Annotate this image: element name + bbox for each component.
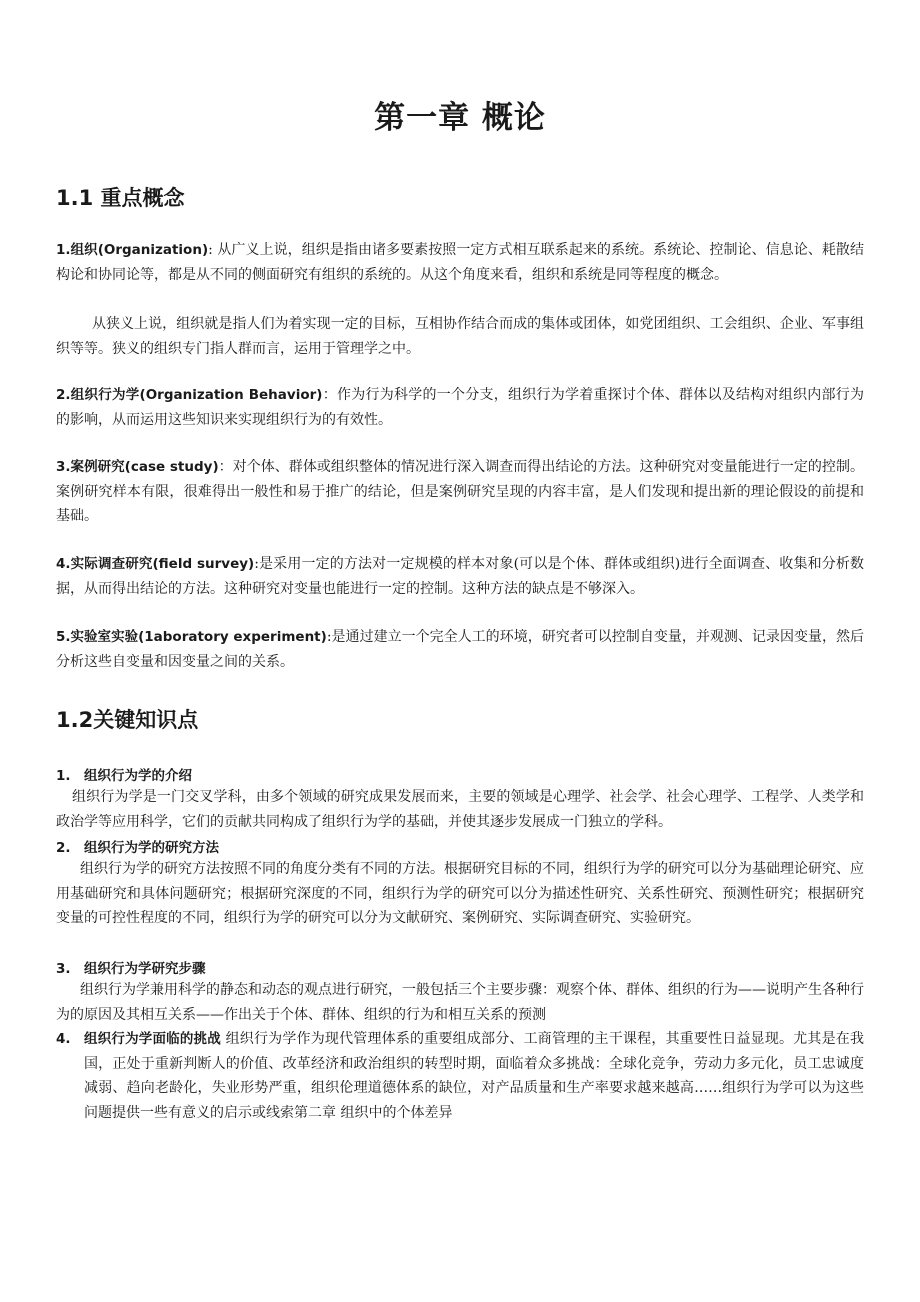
section-heading-key-points: 1.2关键知识点 (56, 708, 199, 732)
concept-field-survey: 4.实际调查研究(field survey):是采用一定的方法对一定规模的样本对象(可以是个体、群体或组织)进行全面调查、收集和分析数据，从而得出结论的方法。这种研究对变量也能进行一定的控制。这种方法的缺点是不够深入。 (56, 556, 865, 597)
concept-text: 对个体、群体或组织整体的情况进行深入调查而得出结论的方法。这种研究对变量能进行一定的控制。案例研究样本有限，很难得出一般性和易于推广的结论，但是案例研究呈现的内容丰富，是人们发现和提出新的理论假设的前提和基础。 (56, 459, 864, 524)
concept-term: 4.实际调查研究(field survey) (56, 556, 255, 572)
knowledge-item-text: 组织行为学兼用科学的静态和动态的观点进行研究，一般包括三个主要步骤：观察个体、群体、组织的行为——说明产生各种行为的原因及其相互关系——作出关于个体、群体、组织的行为和相互关系的预测 (56, 982, 864, 1023)
concept-text: 从广义上说，组织是指由诸多要素按照一定方式相互联系起来的系统。系统论、控制论、信息论、耗散结构论和协同论等，都是从不同的侧面研究有组织的系统的。从这个角度来看，组织和系统是同等程度的概念。 (56, 242, 864, 283)
knowledge-item-heading: 3. 组织行为学研究步骤 (56, 961, 206, 977)
concept-organization-narrow: 从狭义上说，组织就是指人们为着实现一定的目标，互相协作结合而成的集体或团体，如党团组织、工会组织、企业、军事组织等等。狭义的组织专门指人群而言，运用于管理学之中。 (56, 316, 864, 357)
knowledge-item-heading: 1. 组织行为学的介绍 (56, 768, 192, 784)
knowledge-item-heading: 2. 组织行为学的研究方法 (56, 840, 219, 856)
knowledge-item-challenges: 4. 组织行为学面临的挑战 组织行为学作为现代管理体系的重要组成部分、工商管理的主干课程，其重要性日益显现。尤其是在我国，正处于重新判断人的价值、改革经济和政治组织的转型时期，面临着众多挑战：全球化竞争，劳动力多元化，员工忠诚度减弱、趋向老龄化，失业形势严重，组织伦理道德体系的缺位，对产品质量和生产率要求越来越高……组织行为学可以为这些问题提供一些有意义的启示或线索第二章 组织中的个体差异 (56, 1031, 864, 1121)
knowledge-item-text: 组织行为学作为现代管理体系的重要组成部分、工商管理的主干课程，其重要性日益显现。尤其是在我国，正处于重新判断人的价值、改革经济和政治组织的转型时期，面临着众多挑战：全球化竞争，劳动力多元化，员工忠诚度减弱、趋向老龄化，失业形势严重，组织伦理道德体系的缺位，对产品质量和生产率要求越来越高……组织行为学可以为这些问题提供一些有意义的启示或线索第二章 组织中的个体差异 (84, 1031, 864, 1121)
concept-organizational-behavior: 2.组织行为学(Organization Behavior)：作为行为科学的一个分支，组织行为学着重探讨个体、群体以及结构对组织内部行为的影响，从而运用这些知识来实现组织行为的有效性。 (56, 387, 865, 428)
concept-term: 1.组织(Organization) (56, 242, 209, 258)
chapter-title: 第一章 概论 (374, 100, 546, 136)
concept-term: 3.案例研究(case study) (56, 459, 219, 475)
concept-term: 5.实验室实验(1aboratory experiment) (56, 629, 327, 645)
concept-term: 2.组织行为学(Organization Behavior) (56, 387, 323, 403)
knowledge-item-heading: 组织行为学面临的挑战 (84, 1031, 221, 1047)
knowledge-item-text: 组织行为学是一门交叉学科，由多个领域的研究成果发展而来，主要的领域是心理学、社会学、社会心理学、工程学、人类学和政治学等应用科学，它们的贡献共同构成了组织行为学的基础，并使其逐步发展成一门独立的学科。 (56, 789, 864, 830)
knowledge-item-text: 组织行为学的研究方法按照不同的角度分类有不同的方法。根据研究目标的不同，组织行为学的研究可以分为基础理论研究、应用基础研究和具体问题研究；根据研究深度的不同，组织行为学的研究可以分为描述性研究、关系性研究、预测性研究；根据研究变量的可控性程度的不同，组织行为学的研究可以分为文献研究、案例研究、实际调查研究、实验研究。 (56, 861, 864, 926)
concept-text: 是通过建立一个完全人工的环境，研究者可以控制自变量，并观测、记录因变量，然后分析这些自变量和因变量之间的关系。 (56, 629, 865, 670)
concept-case-study: 3.案例研究(case study)：对个体、群体或组织整体的情况进行深入调查而得出结论的方法。这种研究对变量能进行一定的控制。案例研究样本有限，很难得出一般性和易于推广的结论，但是案例研究呈现的内容丰富，是人们发现和提出新的理论假设的前提和基础。 (56, 459, 864, 524)
concept-text: 是采用一定的方法对一定规模的样本对象(可以是个体、群体或组织)进行全面调查、收集和分析数据，从而得出结论的方法。这种研究对变量也能进行一定的控制。这种方法的缺点是不够深入。 (56, 556, 865, 597)
concept-text: 作为行为科学的一个分支，组织行为学着重探讨个体、群体以及结构对组织内部行为的影响，从而运用这些知识来实现组织行为的有效性。 (56, 387, 865, 428)
concept-organization: 1.组织(Organization): 从广义上说，组织是指由诸多要素按照一定方式相互联系起来的系统。系统论、控制论、信息论、耗散结构论和协同论等，都是从不同的侧面研究有组织的系统的。从这个角度来看，组织和系统是同等程度的概念。 (56, 242, 864, 283)
section-heading-key-concepts: 1.1 重点概念 (56, 186, 185, 210)
concept-laboratory-experiment: 5.实验室实验(1aboratory experiment):是通过建立一个完全人工的环境，研究者可以控制自变量，并观测、记录因变量，然后分析这些自变量和因变量之间的关系。 (56, 629, 865, 670)
